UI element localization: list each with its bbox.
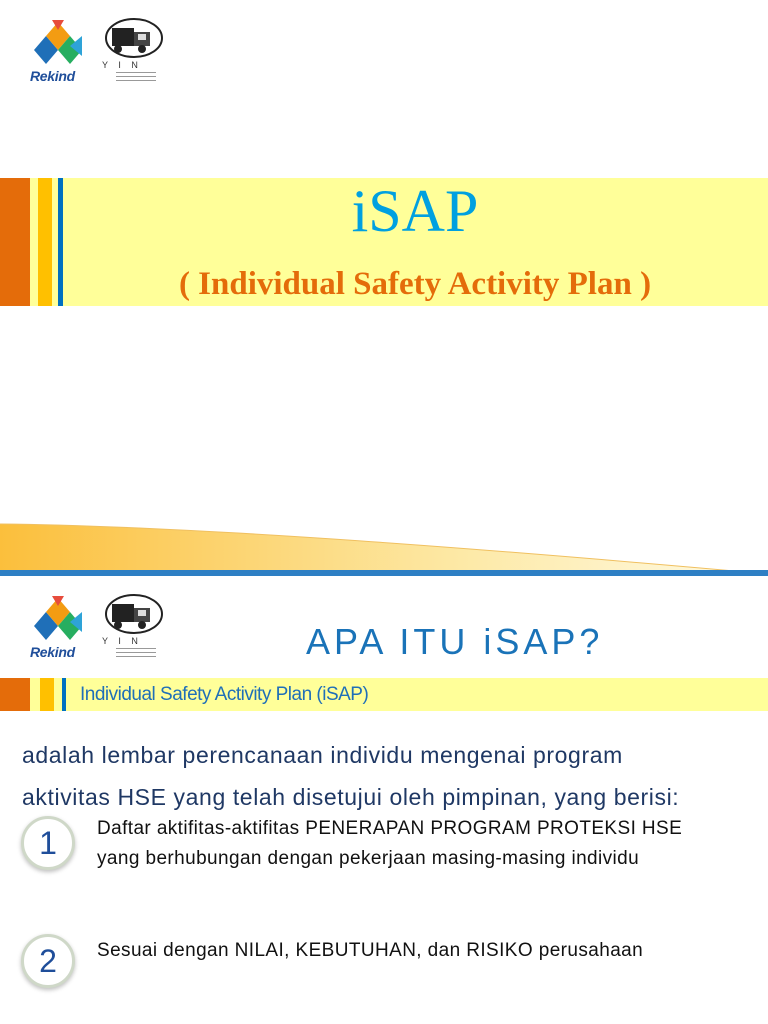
rekind-wordmark: Rekind bbox=[30, 68, 75, 84]
yin-letters: Y I N bbox=[102, 636, 142, 646]
intro-paragraph bbox=[22, 734, 762, 818]
rekind-mark-icon bbox=[26, 16, 90, 70]
yin-truck-icon bbox=[100, 592, 164, 638]
list-item-1-line-2: yang berhubungan dengan pekerjaan masing-masing individu bbox=[97, 848, 640, 869]
intro-line-1: adalah lembar perencanaan individu mengenai program bbox=[22, 742, 623, 768]
yin-letters: Y I N bbox=[102, 60, 142, 70]
yin-logo bbox=[100, 592, 164, 662]
yellow-stripe bbox=[38, 178, 52, 306]
slide-title: APA ITU iSAP? bbox=[306, 621, 604, 662]
yin-subtitle-lines bbox=[116, 648, 156, 660]
content-slide bbox=[0, 576, 768, 1024]
list-item-2-line-1: Sesuai dengan NILAI, KEBUTUHAN, dan RISIKO perusahaan bbox=[97, 940, 644, 961]
list-item-1-line-1: Daftar aktifitas-aktifitas PENERAPAN PROGRAM PROTEKSI HSE bbox=[97, 818, 683, 839]
rekind-logo bbox=[26, 16, 90, 86]
orange-stripe bbox=[0, 178, 30, 306]
rekind-logo bbox=[26, 592, 90, 662]
intro-line-2: aktivitas HSE yang telah disetujui oleh pimpinan, yang berisi: bbox=[22, 784, 680, 810]
number-badge-1: 1 bbox=[21, 816, 75, 870]
slide-title: iSAP bbox=[351, 178, 479, 244]
yin-truck-icon bbox=[100, 16, 164, 62]
yin-subtitle-lines bbox=[116, 72, 156, 84]
list-item-1 bbox=[97, 814, 682, 874]
section-heading: Individual Safety Activity Plan (iSAP) bbox=[80, 684, 369, 705]
number-badge-2: 2 bbox=[21, 934, 75, 988]
decorative-wave bbox=[0, 490, 768, 576]
orange-stripe bbox=[0, 678, 30, 711]
list-item-2 bbox=[97, 936, 643, 966]
yin-logo bbox=[100, 16, 164, 86]
blue-stripe bbox=[62, 678, 66, 711]
slide-subtitle: ( Individual Safety Activity Plan ) bbox=[178, 266, 652, 302]
section-band bbox=[0, 678, 768, 711]
yellow-stripe bbox=[40, 678, 54, 711]
blue-stripe bbox=[58, 178, 63, 306]
rekind-mark-icon bbox=[26, 592, 90, 646]
rekind-wordmark: Rekind bbox=[30, 644, 75, 660]
